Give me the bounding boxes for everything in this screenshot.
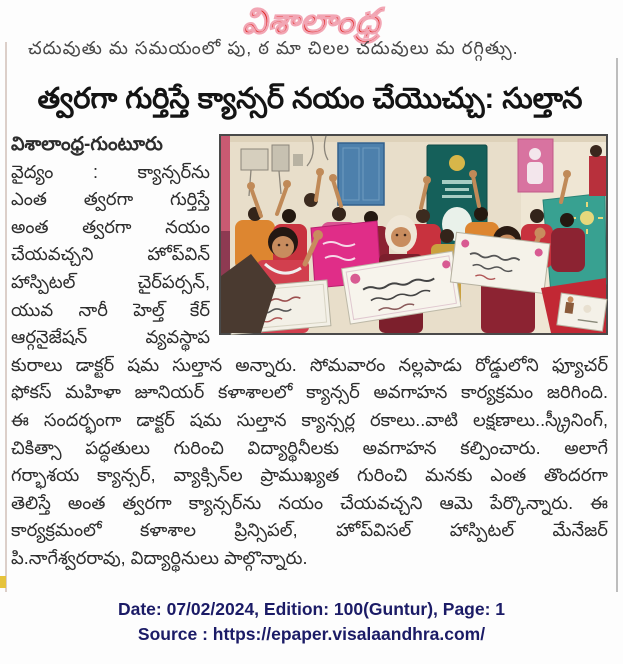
article-text-line: హాస్పిటల్ చైర్‌పర్సన్, xyxy=(11,271,210,292)
article-text-line: ఎంత త్వరగా గుర్తిస్తే xyxy=(11,189,210,210)
article-text-line: చికిత్సా పద్ధతులు గురించి విద్యార్థినీలకు అవగాహన కల్పించారు. అలాగే xyxy=(11,437,608,458)
article-text-line: ఆర్గనైజేషన్ వ్యవస్థాప xyxy=(11,327,210,348)
article-text-line: కురాలు డాక్టర్ షమ సుల్తాన అన్నారు. సోమవారం నల్లపాడు రోడ్డులోని ఫ్యూచర్ xyxy=(11,354,608,375)
article-text-line: గర్భాశయ క్యాన్సర్, వ్యాక్సిన్‌ల ప్రాముఖ్యత గురించి మనకు ఎంత తొందరగా xyxy=(11,465,608,486)
photo-pink-poster xyxy=(518,139,553,192)
article-text-line: అంత త్వరగా నయం xyxy=(11,216,210,237)
article-dateline: విశాలాంధ్ర-గుంటూరు xyxy=(11,134,163,155)
article-photo-illustration xyxy=(221,136,606,333)
article-body xyxy=(11,131,608,573)
newspaper-masthead: విశాలాంధ్ర xyxy=(242,2,381,41)
article-text-line: ఈ సందర్భంగా డాక్టర్ షమ సుల్తాన క్యాన్సర్ల రకాలు..వాటి లక్షణాలు..స్క్రీనింగ్, xyxy=(11,409,608,430)
article-text-line: యువ నారీ హెల్త్ కేర్ xyxy=(11,299,210,320)
photo-door xyxy=(338,143,384,205)
article-text-line: ఫోకస్ మహిళా జూనియర్ కళాశాలలో క్యాన్సర్ అవగాహన కార్యక్రమం జరిగింది. xyxy=(11,382,608,403)
article-text-line: తెలిస్తే అంత త్వరగా క్యాన్సర్‌ను నయం చేయవచ్చని ఆమె పేర్కొన్నారు. ఈ xyxy=(11,492,608,513)
clipping-footer xyxy=(0,597,623,647)
article-headline: త్వరగా గుర్తిస్తే క్యాన్సర్ నయం చేయొచ్చు: సుల్తాన xyxy=(37,83,583,115)
article-text-line: పి.నాగేశ్వరరావు, విద్యార్థినులు పాల్గొన్నారు. xyxy=(11,547,308,568)
article-text-line: చేయవచ్చని హోప్‌విన్ xyxy=(11,244,210,265)
article-text-line: కార్యక్రమంలో కళాశాల ప్రిన్సిపల్, హోప్‌విసల్ హాస్పిటల్ మేనేజర్ xyxy=(11,520,608,541)
article-photo xyxy=(219,134,608,335)
scan-artifact-mark xyxy=(0,576,6,588)
article-text-line: వైద్యం : క్యాన్సర్‌ను xyxy=(11,161,210,182)
right-column-rule xyxy=(616,58,618,592)
left-column-rule xyxy=(5,42,7,592)
clipped-text-line: చదువుతు మ సమయంలో పు, ఠ మా చిలల చదువులు మ రగ్గిత్సు. xyxy=(28,38,519,58)
footer-date-line: Date: 07/02/2024, Edition: 100(Guntur), Page: 1 xyxy=(117,599,506,619)
footer-source-line: Source : https://epaper.visalaandhra.com/ xyxy=(137,624,486,644)
